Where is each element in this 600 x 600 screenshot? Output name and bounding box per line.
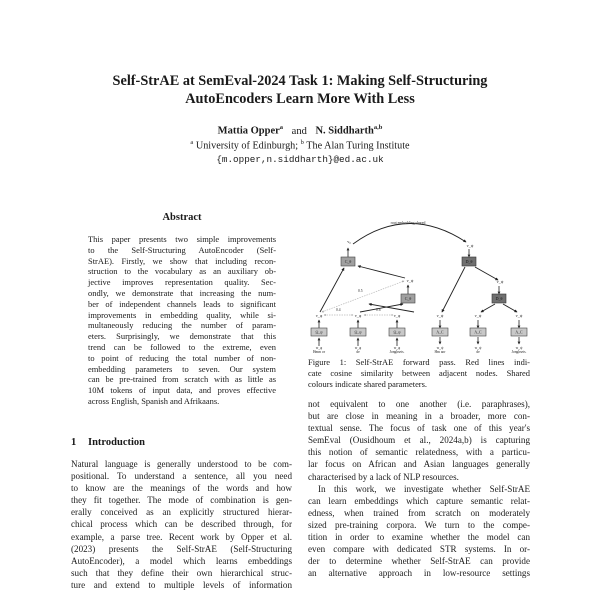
author-name: N. Siddharth (315, 125, 374, 137)
body-line: tition in order to examine whether the model can (308, 532, 530, 543)
abstract-line: This paper presents two simple improvements (88, 234, 276, 244)
figure-1-caption (308, 357, 530, 390)
enc-root-label: v₀ (347, 239, 351, 244)
body-line: sized pre-training corpora. We turn to the compe- (308, 519, 530, 530)
shared-root-label: root embedding shared (390, 221, 426, 225)
enc-mid-label: v_ψ (406, 278, 414, 283)
body-line: (2023) presents the Self-StrAE (Self-Structuring (71, 543, 292, 554)
abstract-line: improvements in embedding quality, while si- (88, 309, 276, 320)
dec-leaf (470, 313, 486, 354)
svg-text:C_θ: C_θ (404, 296, 412, 301)
svg-text:Λ_C: Λ_C (474, 330, 482, 335)
dec-leaf (432, 313, 448, 354)
affil-sup: a (190, 139, 194, 146)
svg-text:Ω_ψ: Ω_ψ (393, 330, 401, 335)
paragraph (308, 398, 530, 483)
svg-text:Λ_C: Λ_C (515, 330, 523, 335)
svg-text:v_ψ: v_ψ (515, 313, 523, 318)
body-line: In this work, we investigate whether Self-StrAE (318, 483, 530, 494)
similarity-value: 0.4 (336, 308, 341, 312)
body-line: this notion of semantic relatedness, with a particu- (308, 447, 530, 458)
body-line: can learn embeddings which capture semantic relat- (308, 495, 530, 506)
dec-root-label: v_ψ (466, 243, 474, 248)
author-name: Mattia Opper (217, 125, 280, 137)
section-title: Introduction (88, 437, 145, 448)
similarity-value: 0.5 (358, 289, 363, 293)
body-line: positional. To understand a sentence, all you need (71, 471, 292, 482)
affiliations (60, 139, 540, 151)
body-line: textual sense. The focus of task one of this year's (308, 423, 530, 434)
body-line: even compare with dedicated STR systems. In or- (308, 544, 530, 555)
title-line: Self-StrAE at SemEval-2024 Task 1: Making Self-Structuring (112, 73, 488, 89)
abstract-line: ber of independent channels leads to significant (88, 298, 276, 309)
paper-title (60, 72, 540, 108)
svg-text:Ω_ψ: Ω_ψ (354, 330, 362, 335)
body-line: an alternative approach in low-resource settings (308, 568, 530, 579)
affil-name: University of Edinburgh; (195, 140, 299, 152)
body-line: chical process which can be described through, for (71, 519, 292, 530)
introduction-body (71, 458, 292, 591)
author-list (60, 124, 540, 137)
abstract-line: to the Self-Structuring AutoEncoder (Self- (88, 244, 276, 255)
svg-text:v_φ: v_φ (315, 313, 323, 318)
caption-line: cate cosine similarity between adjacent nodes. Shared (308, 367, 530, 378)
svg-text:v_φ: v_φ (354, 313, 362, 318)
enc-leaf (311, 313, 327, 354)
body-line: der to determine whether Self-StrAE can provide (308, 556, 530, 567)
abstract-line: trend can be followed to the extreme, even (88, 341, 276, 352)
svg-text:Ω_ψ: Ω_ψ (315, 330, 323, 335)
author-joiner: and (291, 125, 307, 137)
svg-text:w_φ: w_φ (393, 346, 401, 350)
svg-text:v_ψ: v_ψ (474, 313, 482, 318)
abstract-line: embedding parameters to seven. Our system (88, 363, 276, 374)
similarity-value: 0.6 (376, 308, 381, 312)
body-line: but are close in meaning in a broader, more con- (308, 411, 530, 422)
body-line: SemEval (Ousidhoum et al., 2024a,b) is capturing (308, 435, 530, 446)
body-line: ture and extend to multiple levels of information (71, 579, 292, 590)
affil-name: The Alan Turing Institute (306, 140, 410, 152)
svg-text:w_φ: w_φ (354, 346, 362, 350)
affil-sup: b (300, 139, 304, 146)
abstract-line: ondly, we demonstrate that increasing the num- (88, 287, 276, 298)
section-number: 1 (71, 437, 77, 448)
svg-text:v_φ: v_φ (393, 313, 401, 318)
svg-text:w_ψ: w_ψ (474, 346, 482, 350)
body-line: not equivalent to one another (i.e. paraphrases), (308, 399, 530, 409)
author-affil-sup: a,b (373, 124, 383, 131)
svg-text:Jonghsets.: Jonghsets. (511, 350, 527, 354)
body-line: Natural language is generally understood to be com- (71, 459, 292, 469)
author-email: {m.opper,n.siddharth}@ed.ac.uk (216, 154, 384, 165)
abstract-line: can be pre-trained from scratch with as little as (88, 374, 276, 385)
figure-1-diagram (308, 210, 552, 355)
body-line: such that they define their own hierarchical struc- (71, 567, 292, 578)
svg-text:de: de (356, 350, 360, 354)
enc-leaf (389, 313, 405, 354)
paragraph (308, 483, 530, 580)
svg-text:Hmm or: Hmm or (312, 350, 326, 354)
abstract-line: 10M tokens of input data, and proves effective (88, 385, 276, 396)
section-heading-introduction (71, 437, 145, 448)
abstract-heading: Abstract (162, 212, 202, 223)
svg-text:de: de (476, 350, 480, 354)
abstract-line: across English, Spanish and Afrikaans. (88, 395, 220, 406)
abstract-line: StrAE). Firstly, we show that including recon- (88, 255, 276, 266)
abstract-line: to point of reducing the total number of non- (88, 352, 276, 363)
body-line: example, a parse tree. Recent work by Opper et al. (71, 531, 292, 542)
abstract-line: multaneously reducing the number of param- (88, 320, 276, 331)
abstract-line: eters. Surprisingly, we demonstrate that this (88, 331, 276, 342)
body-line: AutoEncoder), a model which learns embeddings (71, 555, 292, 566)
body-line: characterised by a lack of NLP resources. (308, 471, 459, 482)
svg-text:v_ψ: v_ψ (436, 313, 444, 318)
body-line: lar focus on African and Asian languages generally (308, 459, 530, 470)
svg-text:Λ_C: Λ_C (436, 330, 444, 335)
body-line: edness, when trained from scratch on moderately (308, 507, 530, 518)
caption-line: colours indicate shared parameters. (308, 378, 428, 389)
shared-root-arc (353, 223, 466, 244)
abstract-line: jective improves representation quality. Sec- (88, 277, 276, 288)
svg-text:w_ψ: w_ψ (436, 346, 444, 350)
svg-text:Hm aor: Hm aor (434, 350, 446, 354)
svg-text:D_θ: D_θ (495, 296, 503, 301)
svg-text:C_θ: C_θ (344, 259, 352, 264)
title-line: AutoEncoders Learn More With Less (185, 91, 415, 107)
svg-text:w_φ: w_φ (315, 346, 323, 350)
author-affil-sup: a (279, 124, 284, 131)
body-line: to know are the meanings of the words and how (71, 483, 292, 494)
body-line: erally conceived as an explicitly structured hierar- (71, 507, 292, 518)
dec-leaf (511, 313, 527, 354)
caption-line: Figure 1: Self-StrAE forward pass. Red lines indi- (308, 357, 530, 367)
right-column-body (308, 398, 530, 579)
svg-text:D_θ: D_θ (465, 259, 473, 264)
enc-leaf (350, 313, 366, 354)
body-line: they fit together. The mode of combination is gen- (71, 495, 292, 506)
svg-text:w_ψ: w_ψ (515, 346, 523, 350)
dec-mid-label: v_ψ (496, 279, 504, 284)
abstract-body (88, 234, 276, 407)
abstract-line: struction to the vocabulary as an auxiliary ob- (88, 266, 276, 277)
svg-text:Jonghsets.: Jonghsets. (389, 350, 405, 354)
